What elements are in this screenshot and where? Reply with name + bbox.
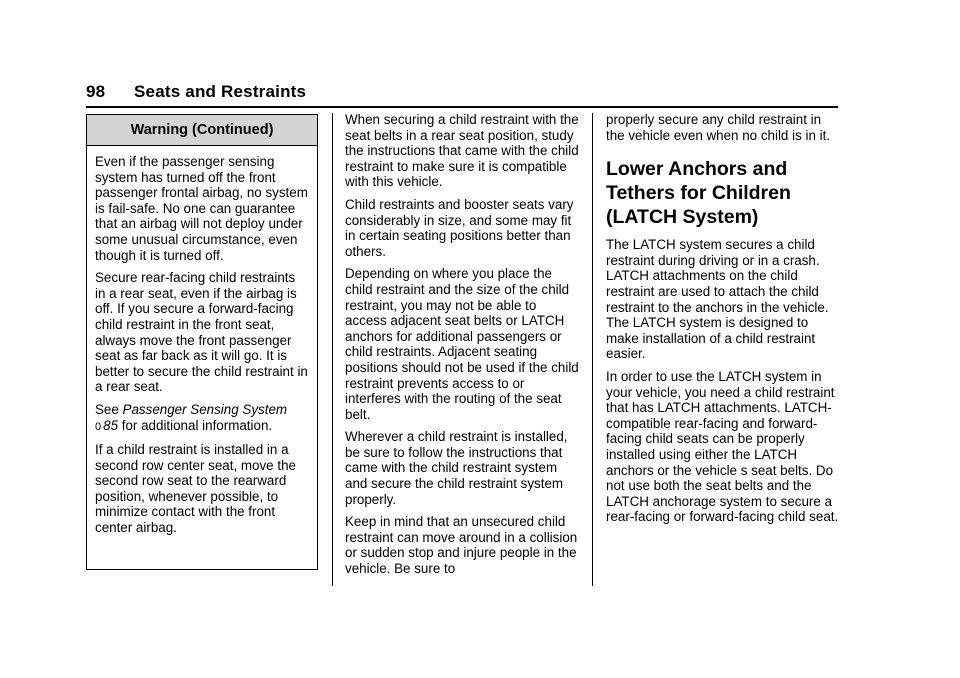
warning-title: Warning (Continued) bbox=[87, 115, 317, 146]
reference-page-number[interactable]: 85 bbox=[103, 417, 119, 433]
section-title: Seats and Restraints bbox=[134, 82, 307, 101]
warning-box bbox=[86, 114, 318, 570]
body-paragraph: The LATCH system secures a child restraint during driving or in a crash. LATCH attachments on the child restraint are used to attach the child restraint to the anchors in the vehicle. The LATCH system is designed to make installation of a child restraint easier. bbox=[606, 237, 829, 362]
warning-paragraph: If a child restraint is installed in a second row center seat, move the second row seat to the rearward position, whenever possible, to minimize contact with the front center airbag. bbox=[95, 442, 296, 536]
warning-paragraph-reference bbox=[95, 402, 309, 435]
column-divider bbox=[332, 113, 333, 586]
column-three bbox=[606, 112, 842, 532]
cross-reference-link[interactable]: Passenger Sensing System bbox=[122, 401, 288, 417]
body-paragraph: When securing a child restraint with the seat belts in a rear seat position, study the instructions that came with the child restraint to make sure it is compatible with this vehicle. bbox=[345, 112, 579, 190]
body-paragraph: properly secure any child restraint in the vehicle even when no child is in it. bbox=[606, 112, 831, 143]
body-paragraph: Depending on where you place the child restraint and the size of the child restraint, you may not be able to access adjacent seat belts or LATCH anchors for additional passengers or child restraints. Adjacent seating positions should not be used if the child restraint prevents access to or interferes with the routing of the seat belt. bbox=[345, 266, 579, 422]
body-paragraph: Keep in mind that an unsecured child restraint can move around in a collision or sudden stop and injure people in the vehicle. Be sure to bbox=[345, 514, 578, 577]
reference-trailing-text: for additional information. bbox=[118, 417, 273, 433]
page-number: 98 bbox=[86, 82, 106, 101]
body-paragraph: Wherever a child restraint is installed, be sure to follow the instructions that came with the child restraint system and secure the child restraint system properly. bbox=[345, 429, 568, 507]
see-text: See bbox=[95, 401, 123, 417]
latch-heading: Lower Anchors and Tethers for Children (LATCH System) bbox=[606, 158, 791, 229]
warning-paragraph: Even if the passenger sensing system has turned off the front passenger frontal airbag, no system is fail-safe. No one can guarantee that an airbag will not deploy under some unusual circumstance, even though it is turned off. bbox=[95, 154, 308, 263]
page-reference-arrow-icon: 0 bbox=[95, 420, 102, 433]
body-paragraph: In order to use the LATCH system in your vehicle, you need a child restraint that has LATCH attachments. LATCH-compatible rear-facing and forward-facing child seats can be properly installed using either the LATCH anchors or the vehicle s seat belts. Do not use both the seat belts and the LATCH anchorage system to secure a rear-facing or forward-facing child seat. bbox=[606, 368, 839, 525]
body-paragraph: Child restraints and booster seats vary considerably in size, and some may fit in certain seating positions better than others. bbox=[345, 196, 574, 259]
page-header bbox=[86, 80, 838, 108]
warning-paragraph: Secure rear-facing child restraints in a rear seat, even if the airbag is off. If you secure a forward-facing child restraint in the front seat, always move the front passenger seat as far back as it will go. It is better to secure the child restraint in a rear seat. bbox=[95, 270, 308, 395]
column-divider bbox=[592, 113, 593, 586]
column-two bbox=[345, 112, 580, 584]
warning-body bbox=[87, 146, 317, 536]
